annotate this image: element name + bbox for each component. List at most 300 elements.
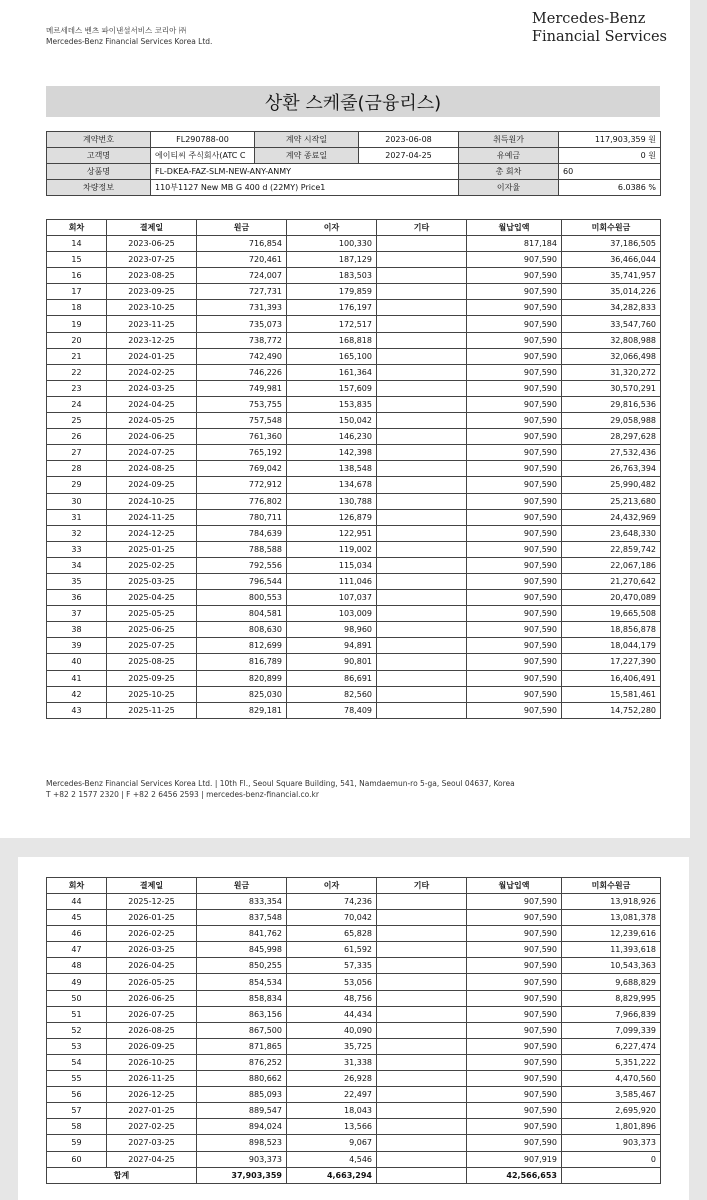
cell-monthly-payment: 907,590 <box>467 654 562 670</box>
cell-other <box>377 910 467 926</box>
table-row <box>47 1022 661 1038</box>
cell-payment-date: 2024-02-25 <box>107 364 197 380</box>
cell-other <box>377 1151 467 1167</box>
table-row <box>47 380 661 396</box>
cell-payment-date: 2024-03-25 <box>107 380 197 396</box>
cell-installment-no: 38 <box>47 622 107 638</box>
cell-interest: 13,566 <box>287 1119 377 1135</box>
column-header-other: 기타 <box>377 878 467 894</box>
cell-other <box>377 990 467 1006</box>
cell-remaining-principal: 25,990,482 <box>562 477 661 493</box>
table-row <box>47 429 661 445</box>
cell-installment-no: 48 <box>47 958 107 974</box>
table-row <box>47 702 661 718</box>
cell-principal: 765,192 <box>197 445 287 461</box>
cell-remaining-principal: 4,470,560 <box>562 1071 661 1087</box>
table-row <box>47 573 661 589</box>
total-principal: 37,903,359 <box>197 1167 287 1183</box>
cell-installment-no: 43 <box>47 702 107 718</box>
cell-remaining-principal: 2,695,920 <box>562 1103 661 1119</box>
cell-monthly-payment: 907,590 <box>467 509 562 525</box>
cell-principal: 816,789 <box>197 654 287 670</box>
cell-installment-no: 50 <box>47 990 107 1006</box>
cell-interest: 115,034 <box>287 557 377 573</box>
cell-principal: 889,547 <box>197 1103 287 1119</box>
cell-installment-no: 33 <box>47 541 107 557</box>
cell-payment-date: 2024-10-25 <box>107 493 197 509</box>
table-row <box>47 509 661 525</box>
cell-monthly-payment: 907,590 <box>467 284 562 300</box>
cell-remaining-principal: 11,393,618 <box>562 942 661 958</box>
cell-payment-date: 2027-03-25 <box>107 1135 197 1151</box>
cell-monthly-payment: 907,919 <box>467 1151 562 1167</box>
cell-monthly-payment: 907,590 <box>467 348 562 364</box>
cell-monthly-payment: 907,590 <box>467 1038 562 1054</box>
cell-payment-date: 2025-08-25 <box>107 654 197 670</box>
installments-label: 총 회차 <box>459 164 559 180</box>
table-row <box>47 348 661 364</box>
column-header-monthly-payment: 월납입액 <box>467 878 562 894</box>
cell-other <box>377 974 467 990</box>
cell-monthly-payment: 907,590 <box>467 910 562 926</box>
cell-interest: 65,828 <box>287 926 377 942</box>
cell-interest: 142,398 <box>287 445 377 461</box>
cell-principal: 820,899 <box>197 670 287 686</box>
cell-installment-no: 39 <box>47 638 107 654</box>
cell-other <box>377 606 467 622</box>
installments-value: 60 <box>559 164 661 180</box>
cell-payment-date: 2025-05-25 <box>107 606 197 622</box>
cell-remaining-principal: 22,067,186 <box>562 557 661 573</box>
cell-principal: 863,156 <box>197 1006 287 1022</box>
cell-interest: 157,609 <box>287 380 377 396</box>
cell-interest: 172,517 <box>287 316 377 332</box>
cell-other <box>377 316 467 332</box>
cell-installment-no: 52 <box>47 1022 107 1038</box>
cell-monthly-payment: 907,590 <box>467 316 562 332</box>
cell-interest: 179,859 <box>287 284 377 300</box>
brand-line-1: Mercedes-Benz <box>531 11 646 27</box>
cell-monthly-payment: 907,590 <box>467 590 562 606</box>
cell-monthly-payment: 907,590 <box>467 702 562 718</box>
table-row <box>47 300 661 316</box>
cell-interest: 74,236 <box>287 894 377 910</box>
cell-remaining-principal: 13,081,378 <box>562 910 661 926</box>
cell-payment-date: 2024-04-25 <box>107 396 197 412</box>
cell-payment-date: 2026-08-25 <box>107 1022 197 1038</box>
cell-remaining-principal: 26,763,394 <box>562 461 661 477</box>
cell-monthly-payment: 907,590 <box>467 573 562 589</box>
cell-payment-date: 2026-09-25 <box>107 1038 197 1054</box>
table-row <box>47 1087 661 1103</box>
cell-other <box>377 429 467 445</box>
cell-principal: 746,226 <box>197 364 287 380</box>
cell-interest: 98,960 <box>287 622 377 638</box>
cell-remaining-principal: 20,470,089 <box>562 590 661 606</box>
cell-other <box>377 1071 467 1087</box>
cell-remaining-principal: 25,213,680 <box>562 493 661 509</box>
cell-payment-date: 2027-01-25 <box>107 1103 197 1119</box>
column-header-remaining-principal: 미회수원금 <box>562 878 661 894</box>
cell-monthly-payment: 907,590 <box>467 1022 562 1038</box>
cell-principal: 854,534 <box>197 974 287 990</box>
table-row <box>47 974 661 990</box>
end-date-value: 2027-04-25 <box>359 148 459 164</box>
cell-interest: 153,835 <box>287 396 377 412</box>
cell-payment-date: 2023-10-25 <box>107 300 197 316</box>
table-row <box>47 670 661 686</box>
customer-value: 에이티씨 주식회사(ATC C <box>151 148 255 164</box>
cell-payment-date: 2025-11-25 <box>107 702 197 718</box>
cell-monthly-payment: 907,590 <box>467 332 562 348</box>
cell-monthly-payment: 907,590 <box>467 622 562 638</box>
table-row <box>47 236 661 252</box>
cell-remaining-principal: 6,227,474 <box>562 1038 661 1054</box>
cell-installment-no: 44 <box>47 894 107 910</box>
cell-interest: 9,067 <box>287 1135 377 1151</box>
cell-installment-no: 29 <box>47 477 107 493</box>
table-row <box>47 1119 661 1135</box>
cell-principal: 837,548 <box>197 910 287 926</box>
cell-payment-date: 2024-06-25 <box>107 429 197 445</box>
cell-monthly-payment: 907,590 <box>467 958 562 974</box>
cell-remaining-principal: 23,648,330 <box>562 525 661 541</box>
cell-payment-date: 2024-12-25 <box>107 525 197 541</box>
cell-remaining-principal: 31,320,272 <box>562 364 661 380</box>
cell-other <box>377 1006 467 1022</box>
cell-remaining-principal: 32,066,498 <box>562 348 661 364</box>
cell-principal: 716,854 <box>197 236 287 252</box>
cell-installment-no: 19 <box>47 316 107 332</box>
cell-interest: 126,879 <box>287 509 377 525</box>
cell-other <box>377 638 467 654</box>
cell-interest: 90,801 <box>287 654 377 670</box>
cell-interest: 103,009 <box>287 606 377 622</box>
cell-principal: 829,181 <box>197 702 287 718</box>
cell-principal: 724,007 <box>197 268 287 284</box>
table-row <box>47 1151 661 1167</box>
cell-monthly-payment: 907,590 <box>467 413 562 429</box>
cell-other <box>377 926 467 942</box>
table-row <box>47 461 661 477</box>
cell-payment-date: 2024-05-25 <box>107 413 197 429</box>
schedule-header-row <box>47 878 661 894</box>
cell-other <box>377 364 467 380</box>
cell-interest: 61,592 <box>287 942 377 958</box>
cell-principal: 880,662 <box>197 1071 287 1087</box>
cell-monthly-payment: 907,590 <box>467 686 562 702</box>
cell-principal: 749,981 <box>197 380 287 396</box>
cell-installment-no: 57 <box>47 1103 107 1119</box>
cell-principal: 780,711 <box>197 509 287 525</box>
cell-interest: 94,891 <box>287 638 377 654</box>
column-header-payment-date: 결제일 <box>107 220 197 236</box>
column-header-remaining-principal: 미회수원금 <box>562 220 661 236</box>
cell-other <box>377 557 467 573</box>
cell-interest: 18,043 <box>287 1103 377 1119</box>
table-row <box>47 638 661 654</box>
table-row <box>47 1054 661 1070</box>
cell-interest: 48,756 <box>287 990 377 1006</box>
cell-other <box>377 396 467 412</box>
company-name-korean: 메르세데스 벤츠 파이낸셜서비스 코리아 ㈜ <box>46 26 187 35</box>
cell-remaining-principal: 0 <box>562 1151 661 1167</box>
column-header-payment-date: 결제일 <box>107 878 197 894</box>
cell-remaining-principal: 30,570,291 <box>562 380 661 396</box>
cell-payment-date: 2025-10-25 <box>107 686 197 702</box>
cell-payment-date: 2027-04-25 <box>107 1151 197 1167</box>
cell-other <box>377 268 467 284</box>
cell-installment-no: 30 <box>47 493 107 509</box>
cell-monthly-payment: 907,590 <box>467 445 562 461</box>
cell-principal: 757,548 <box>197 413 287 429</box>
cell-payment-date: 2025-06-25 <box>107 622 197 638</box>
cell-payment-date: 2026-11-25 <box>107 1071 197 1087</box>
cell-principal: 792,556 <box>197 557 287 573</box>
cell-other <box>377 493 467 509</box>
cell-principal: 903,373 <box>197 1151 287 1167</box>
cell-installment-no: 26 <box>47 429 107 445</box>
cell-remaining-principal: 1,801,896 <box>562 1119 661 1135</box>
cell-principal: 731,393 <box>197 300 287 316</box>
cell-payment-date: 2025-07-25 <box>107 638 197 654</box>
cell-payment-date: 2026-05-25 <box>107 974 197 990</box>
cell-remaining-principal: 24,432,969 <box>562 509 661 525</box>
cell-monthly-payment: 907,590 <box>467 541 562 557</box>
deferred-value: 0 원 <box>559 148 661 164</box>
cell-payment-date: 2025-09-25 <box>107 670 197 686</box>
cell-installment-no: 34 <box>47 557 107 573</box>
cell-other <box>377 1038 467 1054</box>
cell-other <box>377 236 467 252</box>
rate-label: 이자율 <box>459 180 559 196</box>
cell-installment-no: 56 <box>47 1087 107 1103</box>
cell-payment-date: 2024-07-25 <box>107 445 197 461</box>
cell-payment-date: 2025-01-25 <box>107 541 197 557</box>
cell-payment-date: 2025-12-25 <box>107 894 197 910</box>
cell-other <box>377 622 467 638</box>
cell-monthly-payment: 907,590 <box>467 429 562 445</box>
customer-label: 고객명 <box>47 148 151 164</box>
cell-remaining-principal: 903,373 <box>562 1135 661 1151</box>
cell-payment-date: 2027-02-25 <box>107 1119 197 1135</box>
cell-monthly-payment: 907,590 <box>467 926 562 942</box>
cell-other <box>377 252 467 268</box>
cell-installment-no: 15 <box>47 252 107 268</box>
cell-other <box>377 509 467 525</box>
deferred-label: 유예금 <box>459 148 559 164</box>
start-date-label: 계약 시작일 <box>255 132 359 148</box>
cell-other <box>377 894 467 910</box>
schedule-header-row <box>47 220 661 236</box>
table-row <box>47 284 661 300</box>
cell-installment-no: 45 <box>47 910 107 926</box>
cell-other <box>377 413 467 429</box>
vehicle-value: 110부1127 New MB G 400 d (22MY) Price1 <box>151 180 459 196</box>
cell-other <box>377 1022 467 1038</box>
info-row <box>47 180 661 196</box>
cell-remaining-principal: 7,099,339 <box>562 1022 661 1038</box>
cell-installment-no: 46 <box>47 926 107 942</box>
cell-remaining-principal: 28,297,628 <box>562 429 661 445</box>
cell-other <box>377 686 467 702</box>
rate-value: 6.0386 % <box>559 180 661 196</box>
cell-principal: 772,912 <box>197 477 287 493</box>
cell-monthly-payment: 907,590 <box>467 1103 562 1119</box>
cell-principal: 727,731 <box>197 284 287 300</box>
cell-monthly-payment: 907,590 <box>467 461 562 477</box>
cell-monthly-payment: 907,590 <box>467 1071 562 1087</box>
table-row <box>47 958 661 974</box>
table-row <box>47 541 661 557</box>
cell-payment-date: 2024-01-25 <box>107 348 197 364</box>
cell-monthly-payment: 907,590 <box>467 1119 562 1135</box>
cell-principal: 850,255 <box>197 958 287 974</box>
table-row <box>47 364 661 380</box>
table-row <box>47 894 661 910</box>
cell-payment-date: 2023-08-25 <box>107 268 197 284</box>
cell-other <box>377 573 467 589</box>
cell-remaining-principal: 34,282,833 <box>562 300 661 316</box>
product-label: 상품명 <box>47 164 151 180</box>
cell-payment-date: 2026-02-25 <box>107 926 197 942</box>
cell-other <box>377 284 467 300</box>
cell-installment-no: 59 <box>47 1135 107 1151</box>
cell-installment-no: 41 <box>47 670 107 686</box>
cell-remaining-principal: 13,918,926 <box>562 894 661 910</box>
cell-principal: 871,865 <box>197 1038 287 1054</box>
cell-monthly-payment: 907,590 <box>467 396 562 412</box>
cell-installment-no: 18 <box>47 300 107 316</box>
table-row <box>47 686 661 702</box>
cell-payment-date: 2025-02-25 <box>107 557 197 573</box>
cell-payment-date: 2026-04-25 <box>107 958 197 974</box>
cell-principal: 738,772 <box>197 332 287 348</box>
table-row <box>47 252 661 268</box>
cell-remaining-principal: 29,816,536 <box>562 396 661 412</box>
info-row <box>47 132 661 148</box>
cell-installment-no: 17 <box>47 284 107 300</box>
cell-principal: 845,998 <box>197 942 287 958</box>
start-date-value: 2023-06-08 <box>359 132 459 148</box>
cell-monthly-payment: 907,590 <box>467 252 562 268</box>
cell-installment-no: 14 <box>47 236 107 252</box>
contract-info-table <box>46 131 661 196</box>
cell-payment-date: 2026-12-25 <box>107 1087 197 1103</box>
cell-interest: 119,002 <box>287 541 377 557</box>
acquisition-cost-label: 취득원가 <box>459 132 559 148</box>
cell-principal: 735,073 <box>197 316 287 332</box>
cell-principal: 894,024 <box>197 1119 287 1135</box>
table-row <box>47 332 661 348</box>
cell-other <box>377 1119 467 1135</box>
info-row <box>47 148 661 164</box>
cell-principal: 796,544 <box>197 573 287 589</box>
column-header-installment-no: 회차 <box>47 878 107 894</box>
cell-principal: 800,553 <box>197 590 287 606</box>
cell-remaining-principal: 35,741,957 <box>562 268 661 284</box>
cell-remaining-principal: 35,014,226 <box>562 284 661 300</box>
cell-interest: 78,409 <box>287 702 377 718</box>
cell-payment-date: 2026-01-25 <box>107 910 197 926</box>
cell-payment-date: 2023-09-25 <box>107 284 197 300</box>
cell-monthly-payment: 907,590 <box>467 942 562 958</box>
cell-interest: 26,928 <box>287 1071 377 1087</box>
cell-monthly-payment: 907,590 <box>467 1054 562 1070</box>
cell-interest: 4,546 <box>287 1151 377 1167</box>
column-header-interest: 이자 <box>287 220 377 236</box>
cell-principal: 841,762 <box>197 926 287 942</box>
cell-payment-date: 2025-03-25 <box>107 573 197 589</box>
cell-principal: 812,699 <box>197 638 287 654</box>
brand-logo-text <box>532 10 667 46</box>
cell-interest: 100,330 <box>287 236 377 252</box>
cell-other <box>377 525 467 541</box>
cell-payment-date: 2026-03-25 <box>107 942 197 958</box>
footer-address: Mercedes-Benz Financial Services Korea Ltd. | 10th Fl., Seoul Square Building, 541, Namdaemun-ro 5-ga, Seoul 04637, Korea <box>46 779 515 788</box>
acquisition-cost-value: 117,903,359 원 <box>559 132 661 148</box>
cell-principal: 761,360 <box>197 429 287 445</box>
cell-interest: 187,129 <box>287 252 377 268</box>
table-row <box>47 413 661 429</box>
cell-payment-date: 2026-07-25 <box>107 1006 197 1022</box>
company-name-english: Mercedes-Benz Financial Services Korea Ltd. <box>46 37 213 46</box>
table-row <box>47 1006 661 1022</box>
table-row <box>47 493 661 509</box>
cell-other <box>377 1103 467 1119</box>
cell-principal: 858,834 <box>197 990 287 1006</box>
document-title: 상환 스케줄(금융리스) <box>46 86 660 117</box>
table-row <box>47 1103 661 1119</box>
cell-installment-no: 36 <box>47 590 107 606</box>
table-row <box>47 268 661 284</box>
cell-installment-no: 40 <box>47 654 107 670</box>
cell-other <box>377 477 467 493</box>
contract-no-label: 계약번호 <box>47 132 151 148</box>
cell-monthly-payment: 907,590 <box>467 638 562 654</box>
cell-interest: 57,335 <box>287 958 377 974</box>
cell-interest: 53,056 <box>287 974 377 990</box>
cell-remaining-principal: 9,688,829 <box>562 974 661 990</box>
cell-payment-date: 2026-06-25 <box>107 990 197 1006</box>
cell-remaining-principal: 17,227,390 <box>562 654 661 670</box>
cell-principal: 833,354 <box>197 894 287 910</box>
cell-other <box>377 380 467 396</box>
cell-principal: 804,581 <box>197 606 287 622</box>
cell-principal: 876,252 <box>197 1054 287 1070</box>
column-header-installment-no: 회차 <box>47 220 107 236</box>
cell-remaining-principal: 18,856,878 <box>562 622 661 638</box>
column-header-other: 기타 <box>377 220 467 236</box>
cell-payment-date: 2023-07-25 <box>107 252 197 268</box>
cell-interest: 122,951 <box>287 525 377 541</box>
cell-remaining-principal: 3,585,467 <box>562 1087 661 1103</box>
statement-page-2 <box>18 857 689 1200</box>
cell-installment-no: 53 <box>47 1038 107 1054</box>
cell-interest: 22,497 <box>287 1087 377 1103</box>
table-row <box>47 525 661 541</box>
table-row <box>47 622 661 638</box>
cell-remaining-principal: 19,665,508 <box>562 606 661 622</box>
cell-remaining-principal: 37,186,505 <box>562 236 661 252</box>
table-row <box>47 910 661 926</box>
cell-principal: 753,755 <box>197 396 287 412</box>
table-row <box>47 477 661 493</box>
table-row <box>47 1071 661 1087</box>
cell-payment-date: 2024-11-25 <box>107 509 197 525</box>
cell-remaining-principal: 21,270,642 <box>562 573 661 589</box>
cell-interest: 82,560 <box>287 686 377 702</box>
